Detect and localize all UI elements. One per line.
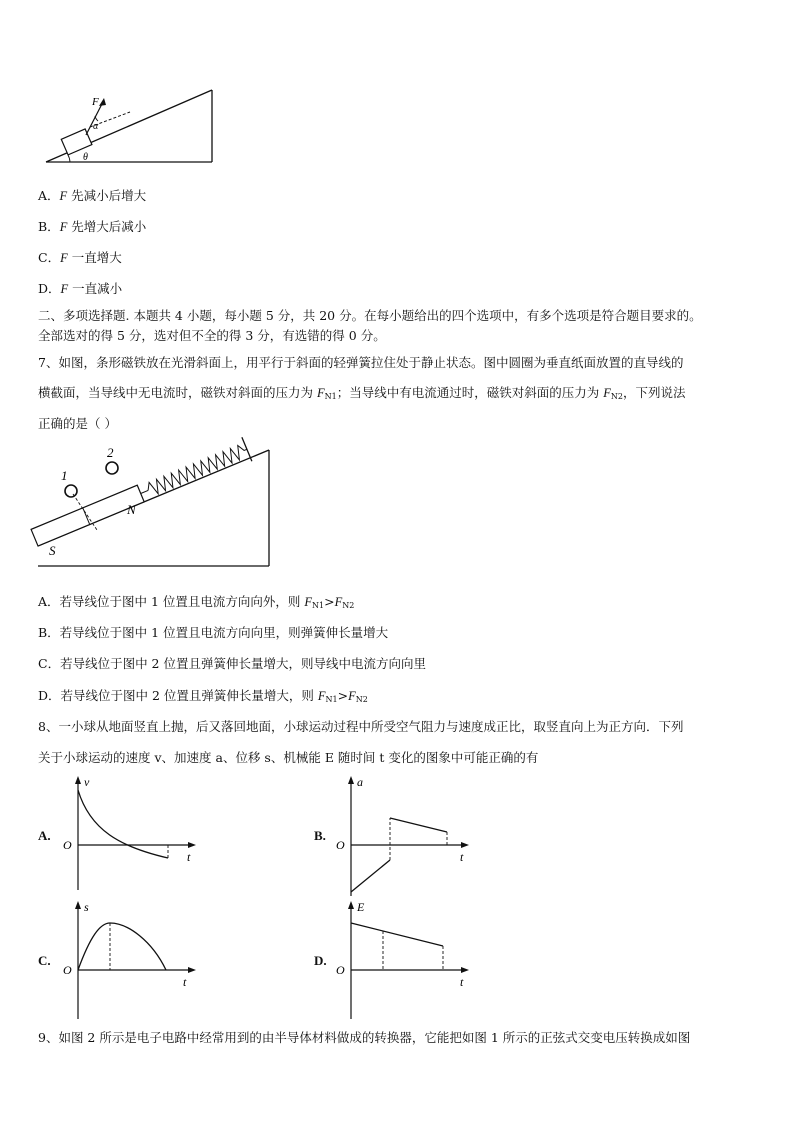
- option-var: F: [60, 251, 68, 265]
- graph-a-label: A.: [38, 828, 51, 843]
- section-2-line-1: 二、多项选择题. 本题共 4 小题，每小题 5 分，共 20 分。在每小题给出的四个选项中，有多个选项是符合题目要求的。: [38, 308, 702, 323]
- q7-line-2b: ；当导线中有电流通过时，磁铁对斜面的压力为: [336, 385, 604, 400]
- force-symbol: F: [316, 386, 325, 400]
- origin-label: O: [63, 838, 72, 852]
- north-pole-label: N: [127, 502, 136, 517]
- graph-a-velocity: [60, 772, 200, 902]
- v-axis-label: v: [84, 775, 90, 789]
- gt-sign: >: [324, 594, 335, 609]
- subscript-n1: N1: [312, 601, 325, 610]
- incline-figure-q6: [40, 85, 220, 170]
- q8-line-1: 8、一小球从地面竖直上抛，后又落回地面，小球运动过程中所受空气阻力与速度成正比，取竖直向上为正方向．下列: [38, 719, 684, 734]
- origin-label: O: [336, 963, 345, 977]
- option-key: B．: [38, 219, 60, 234]
- a-axis-label: a: [357, 775, 363, 789]
- force-symbol: F: [348, 689, 356, 703]
- q7-option-b: B．若导线位于图中 1 位置且电流方向向里，则弹簧伸长量增大: [38, 625, 389, 640]
- force-symbol: F: [334, 595, 343, 609]
- s-axis-label: s: [84, 900, 89, 914]
- position-2-label: 2: [107, 445, 114, 460]
- subscript-n1: N1: [324, 392, 337, 401]
- subscript-n2: N2: [355, 695, 368, 704]
- graph-b-acceleration: [333, 772, 473, 902]
- e-axis-label: E: [357, 900, 365, 914]
- option-key: D．: [38, 281, 61, 296]
- graph-c-label: C.: [38, 953, 51, 968]
- t-axis-label: t: [460, 975, 464, 989]
- q7-option-c: C．若导线位于图中 2 位置且弹簧伸长量增大，则导线中电流方向向里: [38, 656, 426, 671]
- q7-line-2c: ，下列说法: [622, 385, 686, 400]
- graph-c-displacement: [60, 897, 200, 1023]
- option-text: 一直增大: [67, 250, 122, 265]
- q6-option-a: [38, 188, 146, 204]
- t-axis-label: t: [183, 975, 187, 989]
- wire-position-1: [65, 485, 77, 497]
- option-text: 一直减小: [68, 281, 123, 296]
- q6-option-c: [38, 250, 122, 266]
- force-symbol: F: [317, 689, 326, 703]
- magnet-incline-figure: [36, 436, 276, 570]
- section-2-line-2: 全部选对的得 5 分，选对但不全的得 3 分，有选错的得 0 分。: [38, 328, 386, 343]
- q6-option-b: [38, 219, 146, 235]
- south-pole-label: S: [49, 543, 56, 558]
- graph-b-label: B.: [314, 828, 326, 843]
- force-label: F: [92, 96, 99, 108]
- option-var: F: [59, 189, 68, 203]
- q7-line-3: 正确的是（ ）: [38, 416, 117, 431]
- force-symbol: F: [304, 595, 313, 609]
- wire-position-2: [106, 462, 118, 474]
- q7-line-2: [38, 385, 685, 405]
- graph-d-label: D.: [314, 953, 327, 968]
- option-text: A．若导线位于图中 1 位置且电流方向向外，则: [38, 594, 305, 609]
- q7-line-2a: 横截面，当导线中无电流时，磁铁对斜面的压力为: [38, 385, 317, 400]
- subscript-n2: N2: [610, 392, 623, 401]
- q7-option-d: [38, 688, 368, 708]
- position-1-label: 1: [61, 468, 68, 483]
- q7-option-a: [38, 594, 354, 614]
- option-text: 先增大后减小: [67, 219, 147, 234]
- q7-line-1: 7、如图，条形磁铁放在光滑斜面上，用平行于斜面的轻弹簧拉住处于静止状态。图中圆圈为垂直纸面放置的直导线的: [38, 355, 684, 370]
- alpha-label: α: [93, 121, 99, 132]
- subscript-n1: N1: [325, 695, 338, 704]
- option-key: C．: [38, 250, 61, 265]
- t-axis-label: t: [460, 850, 464, 864]
- graph-d-energy: [333, 897, 473, 1023]
- q8-line-2: 关于小球运动的速度 v、加速度 a、位移 s、机械能 E 随时间 t 变化的图象中可能正确的有: [38, 750, 539, 765]
- q6-option-d: [38, 281, 122, 297]
- origin-label: O: [63, 963, 72, 977]
- q9-line-1: 9、如图 2 所示是电子电路中经常用到的由半导体材料做成的转换器，它能把如图 1 所示的正弦式交变电压转换成如图: [38, 1030, 691, 1045]
- option-text: 先减小后增大: [67, 188, 147, 203]
- t-axis-label: t: [187, 850, 191, 864]
- option-key: A．: [38, 188, 60, 203]
- option-var: F: [59, 220, 68, 234]
- option-var: F: [60, 282, 69, 296]
- force-symbol: F: [603, 386, 611, 400]
- gt-sign: >: [337, 688, 349, 703]
- theta-label: θ: [83, 152, 88, 163]
- origin-label: O: [336, 838, 345, 852]
- subscript-n2: N2: [342, 601, 355, 610]
- option-text: D．若导线位于图中 2 位置且弹簧伸长量增大，则: [38, 688, 318, 703]
